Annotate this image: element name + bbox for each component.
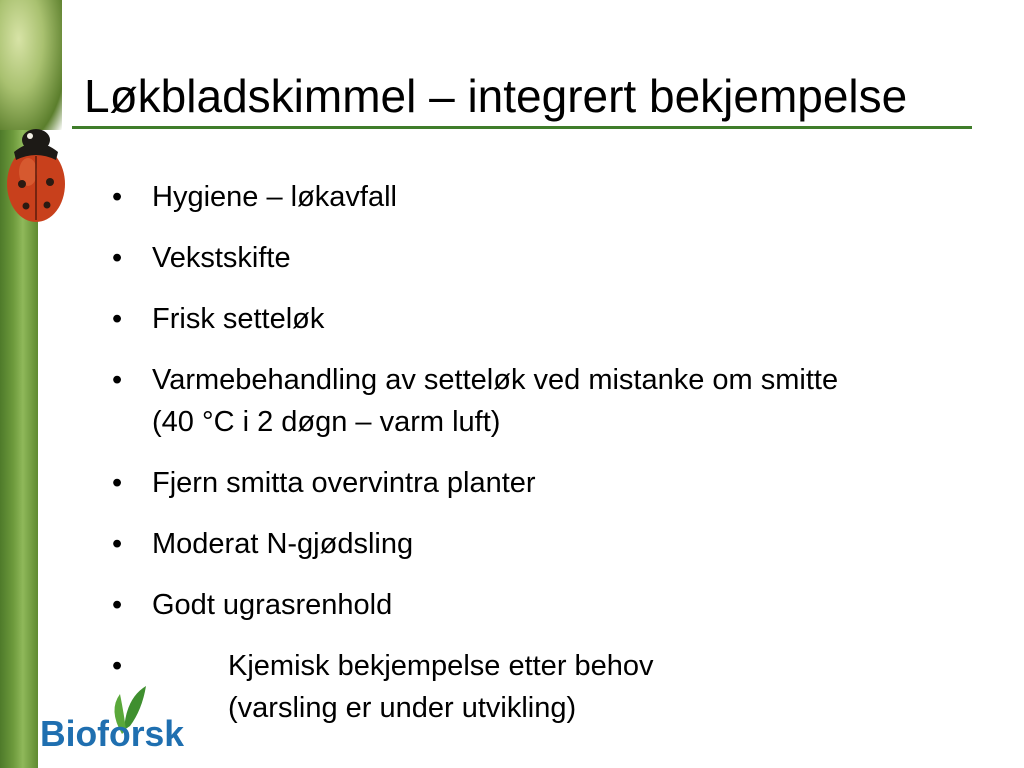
bullet-marker: • [112,589,123,621]
bullet-marker: • [112,467,123,499]
bioforsk-logo [38,680,188,750]
bullet-marker: • [112,650,123,682]
bullet-marker: • [112,181,123,213]
bullet-text: Fjern smitta overvintra planter [152,467,536,499]
bullet-item [112,462,838,504]
ladybug-icon [0,112,72,228]
bullet-text-continuation: (40 °C i 2 døgn – varm luft) [152,406,501,438]
bullet-marker: • [112,303,123,335]
title-underline [72,126,972,129]
bullet-item [112,176,838,218]
bullet-text: Vekstskifte [152,242,291,274]
bullet-item [112,359,838,443]
bullet-text: Kjemisk bekjempelse etter behov [228,650,654,682]
bullet-item [112,237,838,279]
bullet-item [112,645,838,729]
slide-title: Løkbladskimmel – integrert bekjempelse [84,70,908,122]
bullet-text: Frisk setteløk [152,303,325,335]
bullet-list [112,176,838,748]
bullet-text: Varmebehandling av setteløk ved mistanke om smitte [152,364,839,396]
bullet-item [112,298,838,340]
logo-wordmark: Bioforsk [40,713,185,750]
bullet-text: Godt ugrasrenhold [152,589,393,621]
bullet-item [112,584,838,626]
bullet-marker: • [112,242,123,274]
bullet-marker: • [112,364,123,396]
bullet-text: Moderat N-gjødsling [152,528,414,560]
bullet-text-continuation: (varsling er under utvikling) [228,692,577,724]
bullet-text: Hygiene – løkavfall [152,181,397,213]
plant-stem-top [0,0,62,130]
bullet-marker: • [112,528,123,560]
bullet-item [112,523,838,565]
